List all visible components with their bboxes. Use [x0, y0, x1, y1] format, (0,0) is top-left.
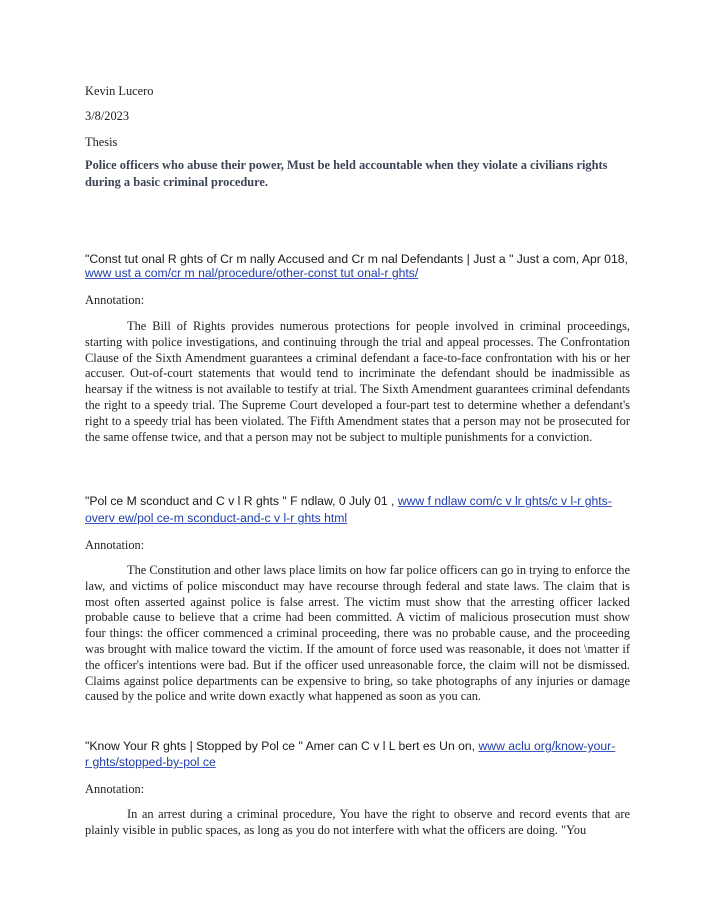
- annotation-3-label: Annotation:: [85, 782, 145, 796]
- citation-1: [85, 252, 628, 266]
- citation-3-text: "Know Your R ghts | Stopped by Pol ce " Amer can C v l L bert es Un on,: [85, 739, 476, 753]
- section-label: Thesis: [85, 135, 118, 149]
- citation-3-link-row: [85, 755, 216, 769]
- thesis-statement: Police officers who abuse their power, Must be held accountable when they violate a civilians rights during a basic criminal procedure.: [85, 158, 608, 189]
- annotation-3-text: In an arrest during a criminal procedure, You have the right to observe and record events that are plainly visible in public spaces, as long as you do not interfere with what the officers are doing. "You: [85, 807, 630, 837]
- annotation-2-text: The Constitution and other laws place limits on how far police officers can go in trying to enforce the law, and victims of police misconduct may have recourse through federal and state laws. The claim that is most often asserted against police is false arrest. The victim must show that the arresting officer lacked probable cause to believe that a crime had been committed. A victim of malicious prosecution must show four things: the officer commenced a criminal proceeding, there was no probable cause, and the proceeding was brought with malice toward the victim. If the amount of force used was reasonable, it does not \matter if the officer's intentions were bad. But if the officer used unreasonable force, the claim will not be dismissed. Claims against police departments can be expensive to bring, so take photographs of any injuries or damage caused by the police and write down exactly what happened as soon as you can.: [85, 563, 630, 704]
- citation-2-link-part1[interactable]: www f ndlaw com/c v lr ghts/c v l-r ghts-: [397, 494, 612, 508]
- citation-2-link-row: [85, 511, 347, 525]
- citation-1-link-row: [85, 266, 418, 280]
- author-name: Kevin Lucero: [85, 84, 154, 98]
- citation-3: [85, 739, 615, 753]
- citation-1-link[interactable]: www ust a com/cr m nal/procedure/other-const tut onal-r ghts/: [85, 266, 419, 280]
- citation-3-link-part2[interactable]: r ghts/stopped-by-pol ce: [85, 755, 216, 769]
- citation-3-link-part1[interactable]: www aclu org/know-your-: [478, 739, 616, 753]
- citation-1-text: "Const tut onal R ghts of Cr m nally Accused and Cr m nal Defendants | Just a " Just a com, Apr 018,: [85, 252, 628, 266]
- citation-2-link-part2[interactable]: overv ew/pol ce-m sconduct-and-c v l-r ghts html: [85, 511, 348, 525]
- annotation-2-label: Annotation:: [85, 538, 145, 552]
- annotation-1-label: Annotation:: [85, 293, 145, 307]
- citation-2: [85, 494, 612, 508]
- document-date: 3/8/2023: [85, 109, 130, 123]
- annotation-1-text: The Bill of Rights provides numerous protections for people involved in criminal proceedings, starting with police investigations, and continuing through the trial and appeal processes. The Confrontation Clause of the Sixth Amendment guarantees a criminal defendant a face-to-face confrontation with his or her accuser. Out-of-court statements that would tend to incriminate the defendant should be inadmissible as hearsay if the witness is not available to testify at trial. The Sixth Amendment guarantees criminal defendants the right to a speedy trial. The Supreme Court developed a four-part test to determine whether a defendant's right to a speedy trial has been violated. The Fifth Amendment states that a person may not be prosecuted for the same offense twice, and that a person may not be subject to multiple punishments for a conviction.: [85, 319, 630, 444]
- citation-2-text: "Pol ce M sconduct and C v l R ghts " F ndlaw, 0 July 01 ,: [85, 494, 395, 508]
